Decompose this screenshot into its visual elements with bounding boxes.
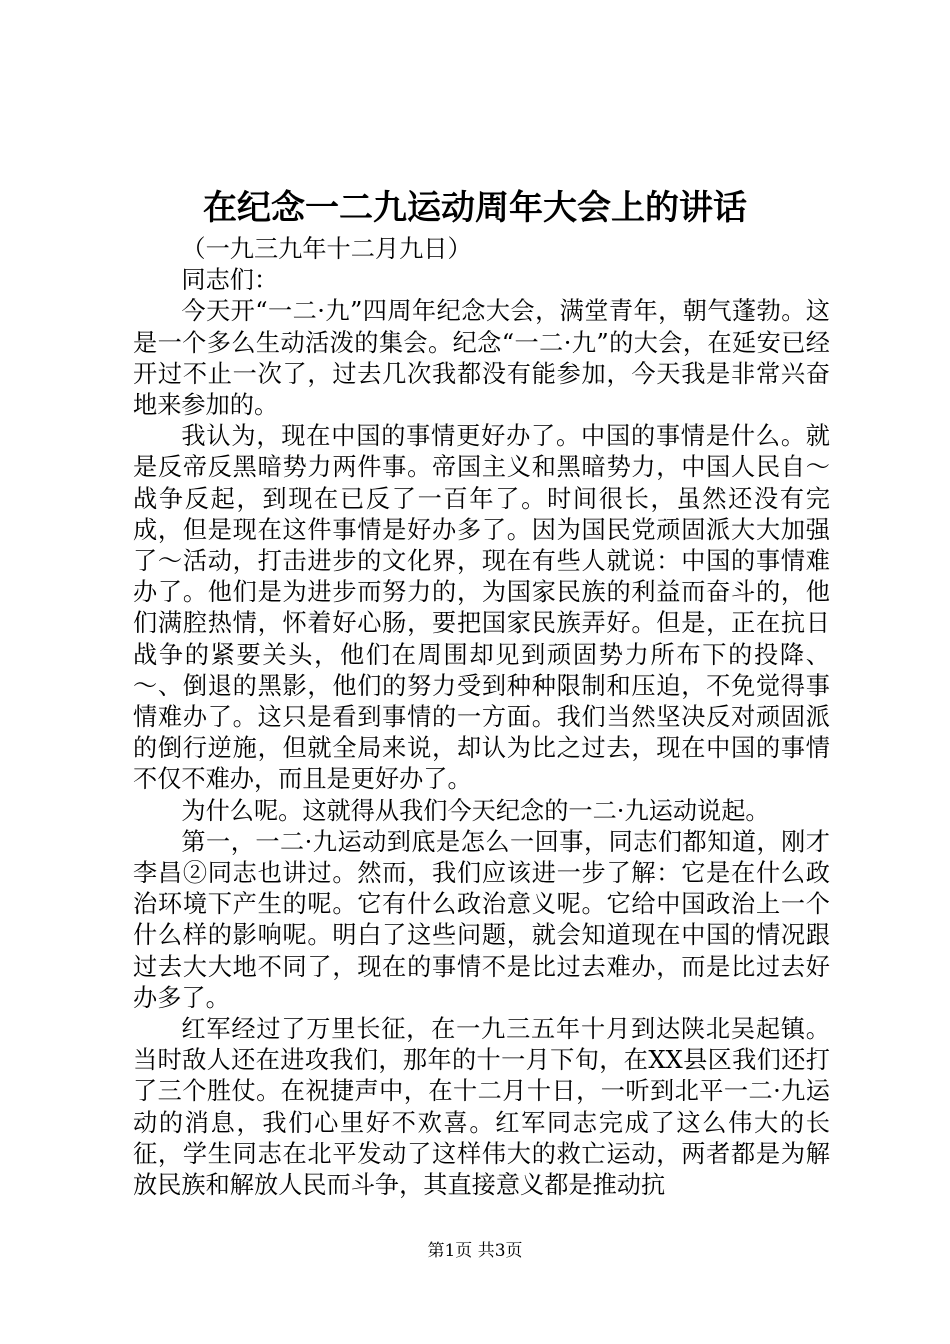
paragraph: 第一，一二·九运动到底是怎么一回事，同志们都知道，刚才李昌②同志也讲过。然而，我们应该进一步了解：它是在什么政治环境下产生的呢。它有什么政治意义呢。它给中国政治上一个什么样的影响呢。明白了这些问题，就会知道现在中国的情况跟过去大大地不同了，现在的事情不是比过去难办，而是比过去好办多了。 [133, 827, 830, 1012]
document-title: 在纪念一二九运动周年大会上的讲话 [203, 188, 747, 228]
paragraph: 红军经过了万里长征，在一九三五年十月到达陕北吴起镇。当时敌人还在进攻我们，那年的十一月下旬，在XX县区我们还打了三个胜仗。在祝捷声中，在十二月十日，一听到北平一二·九运动的消息，我们心里好不欢喜。红军同志完成了这么伟大的长征，学生同志在北平发动了这样伟大的救亡运动，两者都是为解放民族和解放人民而斗争，其直接意义都是推动抗 [133, 1015, 830, 1200]
page-number-footer: 第1页 共3页 [427, 1241, 523, 1261]
salutation: 同志们： [181, 266, 279, 295]
document-body [133, 234, 830, 1201]
date-line: （一九三九年十二月九日） [181, 235, 472, 263]
paragraph: 为什么呢。这就得从我们今天纪念的一二·九运动说起。 [181, 796, 770, 825]
paragraph: 我认为，现在中国的事情更好办了。中国的事情是什么。就是反帝反黑暗势力两件事。帝国主义和黑暗势力，中国人民自～战争反起，到现在已反了一百年了。时间很长，虽然还没有完成，但是现在这件事情是好办多了。因为国民党顽固派大大加强了～活动，打击进步的文化界，现在有些人就说：中国的事情难办了。他们是为进步而努力的，为国家民族的利益而奋斗的，他们满腔热情，怀着好心肠，要把国家民族弄好。但是，正在抗日战争的紧要关头，他们在周围却见到顽固势力所布下的投降、～、倒退的黑影，他们的努力受到种种限制和压迫，不免觉得事情难办了。这只是看到事情的一方面。我们当然坚决反对顽固派的倒行逆施，但就全局来说，却认为比之过去，现在中国的事情不仅不难办，而且是更好办了。 [133, 422, 830, 794]
paragraph: 今天开“一二·九”四周年纪念大会，满堂青年，朝气蓬勃。这是一个多么生动活泼的集会。纪念“一二·九”的大会，在延安已经开过不止一次了，过去几次我都没有能参加，今天我是非常兴奋地来参加的。 [133, 297, 830, 420]
